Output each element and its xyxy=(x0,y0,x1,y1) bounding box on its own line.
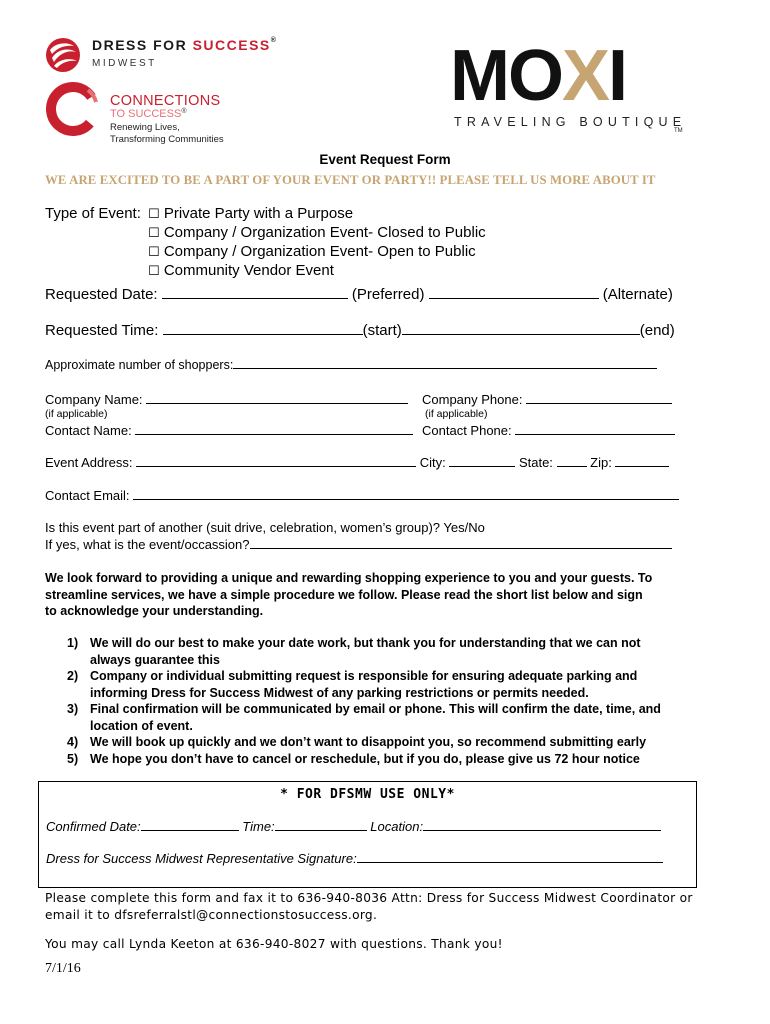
moxi-sub: TRAVELING BOUTIQUE xyxy=(454,115,687,129)
office-use-box xyxy=(38,781,697,888)
company-name-field[interactable] xyxy=(146,402,408,404)
dfs-reg-mark: ® xyxy=(270,37,278,44)
event-address-row: Event Address: City: State: Zip: xyxy=(45,455,669,470)
preferred-date-field[interactable] xyxy=(162,297,348,299)
event-type-option-private[interactable]: ☐ Private Party with a Purpose xyxy=(148,205,354,222)
dfs-logo-word2: SUCCESS xyxy=(192,37,271,53)
moxi-tm: TM xyxy=(674,128,683,134)
end-time-field[interactable] xyxy=(402,333,640,335)
company-name-row: Company Name: xyxy=(45,392,408,407)
representative-signature-field[interactable] xyxy=(357,861,663,863)
dfs-logo-word1: DRESS FOR xyxy=(92,37,193,53)
form-title: Event Request Form xyxy=(319,152,451,167)
intro-paragraph: We look forward to providing a unique and rewarding shopping experience to you and your guests. To streamline services, we have a simple procedure we follow. Please read the short list below and sign to acknowledge your understanding. xyxy=(45,571,653,618)
contact-email-field[interactable] xyxy=(133,498,679,500)
moxi-i: I xyxy=(608,36,627,116)
cts-tagline-1: Renewing Lives, xyxy=(110,122,180,133)
event-address-field[interactable] xyxy=(136,465,416,467)
company-phone-field[interactable] xyxy=(526,402,672,404)
contact-phone-row: Contact Phone: xyxy=(422,423,675,438)
office-confirm-row: Confirmed Date: Time: Location: xyxy=(46,819,661,834)
procedure-list: 1) We will do our best to make your date work, but thank you for understanding that we can not always guarantee this 2) Company or individual submitting request is responsible for ensuring adequate parking and informing Dress for Success Midwest of any parking restrictions or permits needed. 3) Final confirmation will be communicated by email or phone. This will confirm the date, time, and location of event. 4) We will book up quickly and we don’t want to disappoint you, so recommend submitting early 5) We hope you don’t have to cancel or reschedule, but if you do, please give us 72 hour notice xyxy=(67,636,661,766)
checkbox-icon[interactable]: ☐ xyxy=(148,245,160,260)
type-of-event-label: Type of Event: xyxy=(45,205,141,222)
dfs-swirl-icon xyxy=(44,36,82,74)
contact-phone-field[interactable] xyxy=(515,433,675,435)
confirmed-date-field[interactable] xyxy=(141,829,239,831)
event-type-option-vendor[interactable]: ☐ Community Vendor Event xyxy=(148,262,334,279)
fax-instructions: Please complete this form and fax it to 636-940-8036 Attn: Dress for Success Midwest Coordinator or email it to dfsreferralstl@connectionstosuccess.org. xyxy=(45,891,693,922)
contact-email-row: Contact Email: xyxy=(45,488,679,503)
office-use-heading: * FOR DFSMW USE ONLY* xyxy=(280,787,455,802)
moxi-mo: MO xyxy=(450,36,562,116)
cts-title: CONNECTIONS xyxy=(110,93,221,109)
contact-name-row: Contact Name: xyxy=(45,423,413,438)
confirmed-time-field[interactable] xyxy=(275,829,367,831)
checkbox-icon[interactable]: ☐ xyxy=(148,264,160,279)
question-event-occasion-row: If yes, what is the event/occassion? xyxy=(45,537,672,552)
office-signature-row: Dress for Success Midwest Representative Signature: xyxy=(46,851,663,866)
shoppers-field[interactable] xyxy=(233,367,657,369)
event-type-option-closed[interactable]: ☐ Company / Organization Event- Closed to Public xyxy=(148,224,486,241)
start-time-field[interactable] xyxy=(163,333,363,335)
if-applicable-note-1: (if applicable) xyxy=(45,408,108,420)
confirmed-location-field[interactable] xyxy=(423,829,661,831)
event-type-options xyxy=(148,205,486,281)
banner-text: WE ARE EXCITED TO BE A PART OF YOUR EVENT OR PARTY!! PLEASE TELL US MORE ABOUT IT xyxy=(45,173,656,187)
state-field[interactable] xyxy=(557,465,587,467)
shoppers-row: Approximate number of shoppers: xyxy=(45,358,657,372)
cts-sub: TO SUCCESS xyxy=(110,108,182,120)
question-part-of-event: Is this event part of another (suit drive, celebration, women’s group)? Yes/No xyxy=(45,520,485,535)
requested-time-row: Requested Time: (start) (end) xyxy=(45,322,675,339)
checkbox-icon[interactable]: ☐ xyxy=(148,226,160,241)
company-phone-row: Company Phone: xyxy=(422,392,672,407)
event-type-option-open[interactable]: ☐ Company / Organization Event- Open to Public xyxy=(148,243,476,260)
event-occasion-field[interactable] xyxy=(250,547,672,549)
zip-field[interactable] xyxy=(615,465,669,467)
requested-date-row: Requested Date: (Preferred) (Alternate) xyxy=(45,286,673,303)
if-applicable-note-2: (if applicable) xyxy=(425,408,488,420)
dfs-logo-sub: MIDWEST xyxy=(92,58,157,69)
alternate-date-field[interactable] xyxy=(429,297,599,299)
cts-reg-mark: ® xyxy=(181,108,187,115)
checkbox-icon[interactable]: ☐ xyxy=(148,207,160,222)
contact-name-field[interactable] xyxy=(135,433,413,435)
city-field[interactable] xyxy=(449,465,515,467)
moxi-x: X xyxy=(561,36,609,116)
form-date: 7/1/16 xyxy=(45,961,81,976)
cts-tagline-2: Transforming Communities xyxy=(110,134,224,145)
call-instructions: You may call Lynda Keeton at 636-940-8027 with questions. Thank you! xyxy=(45,937,503,951)
cts-ring-icon xyxy=(44,80,102,138)
